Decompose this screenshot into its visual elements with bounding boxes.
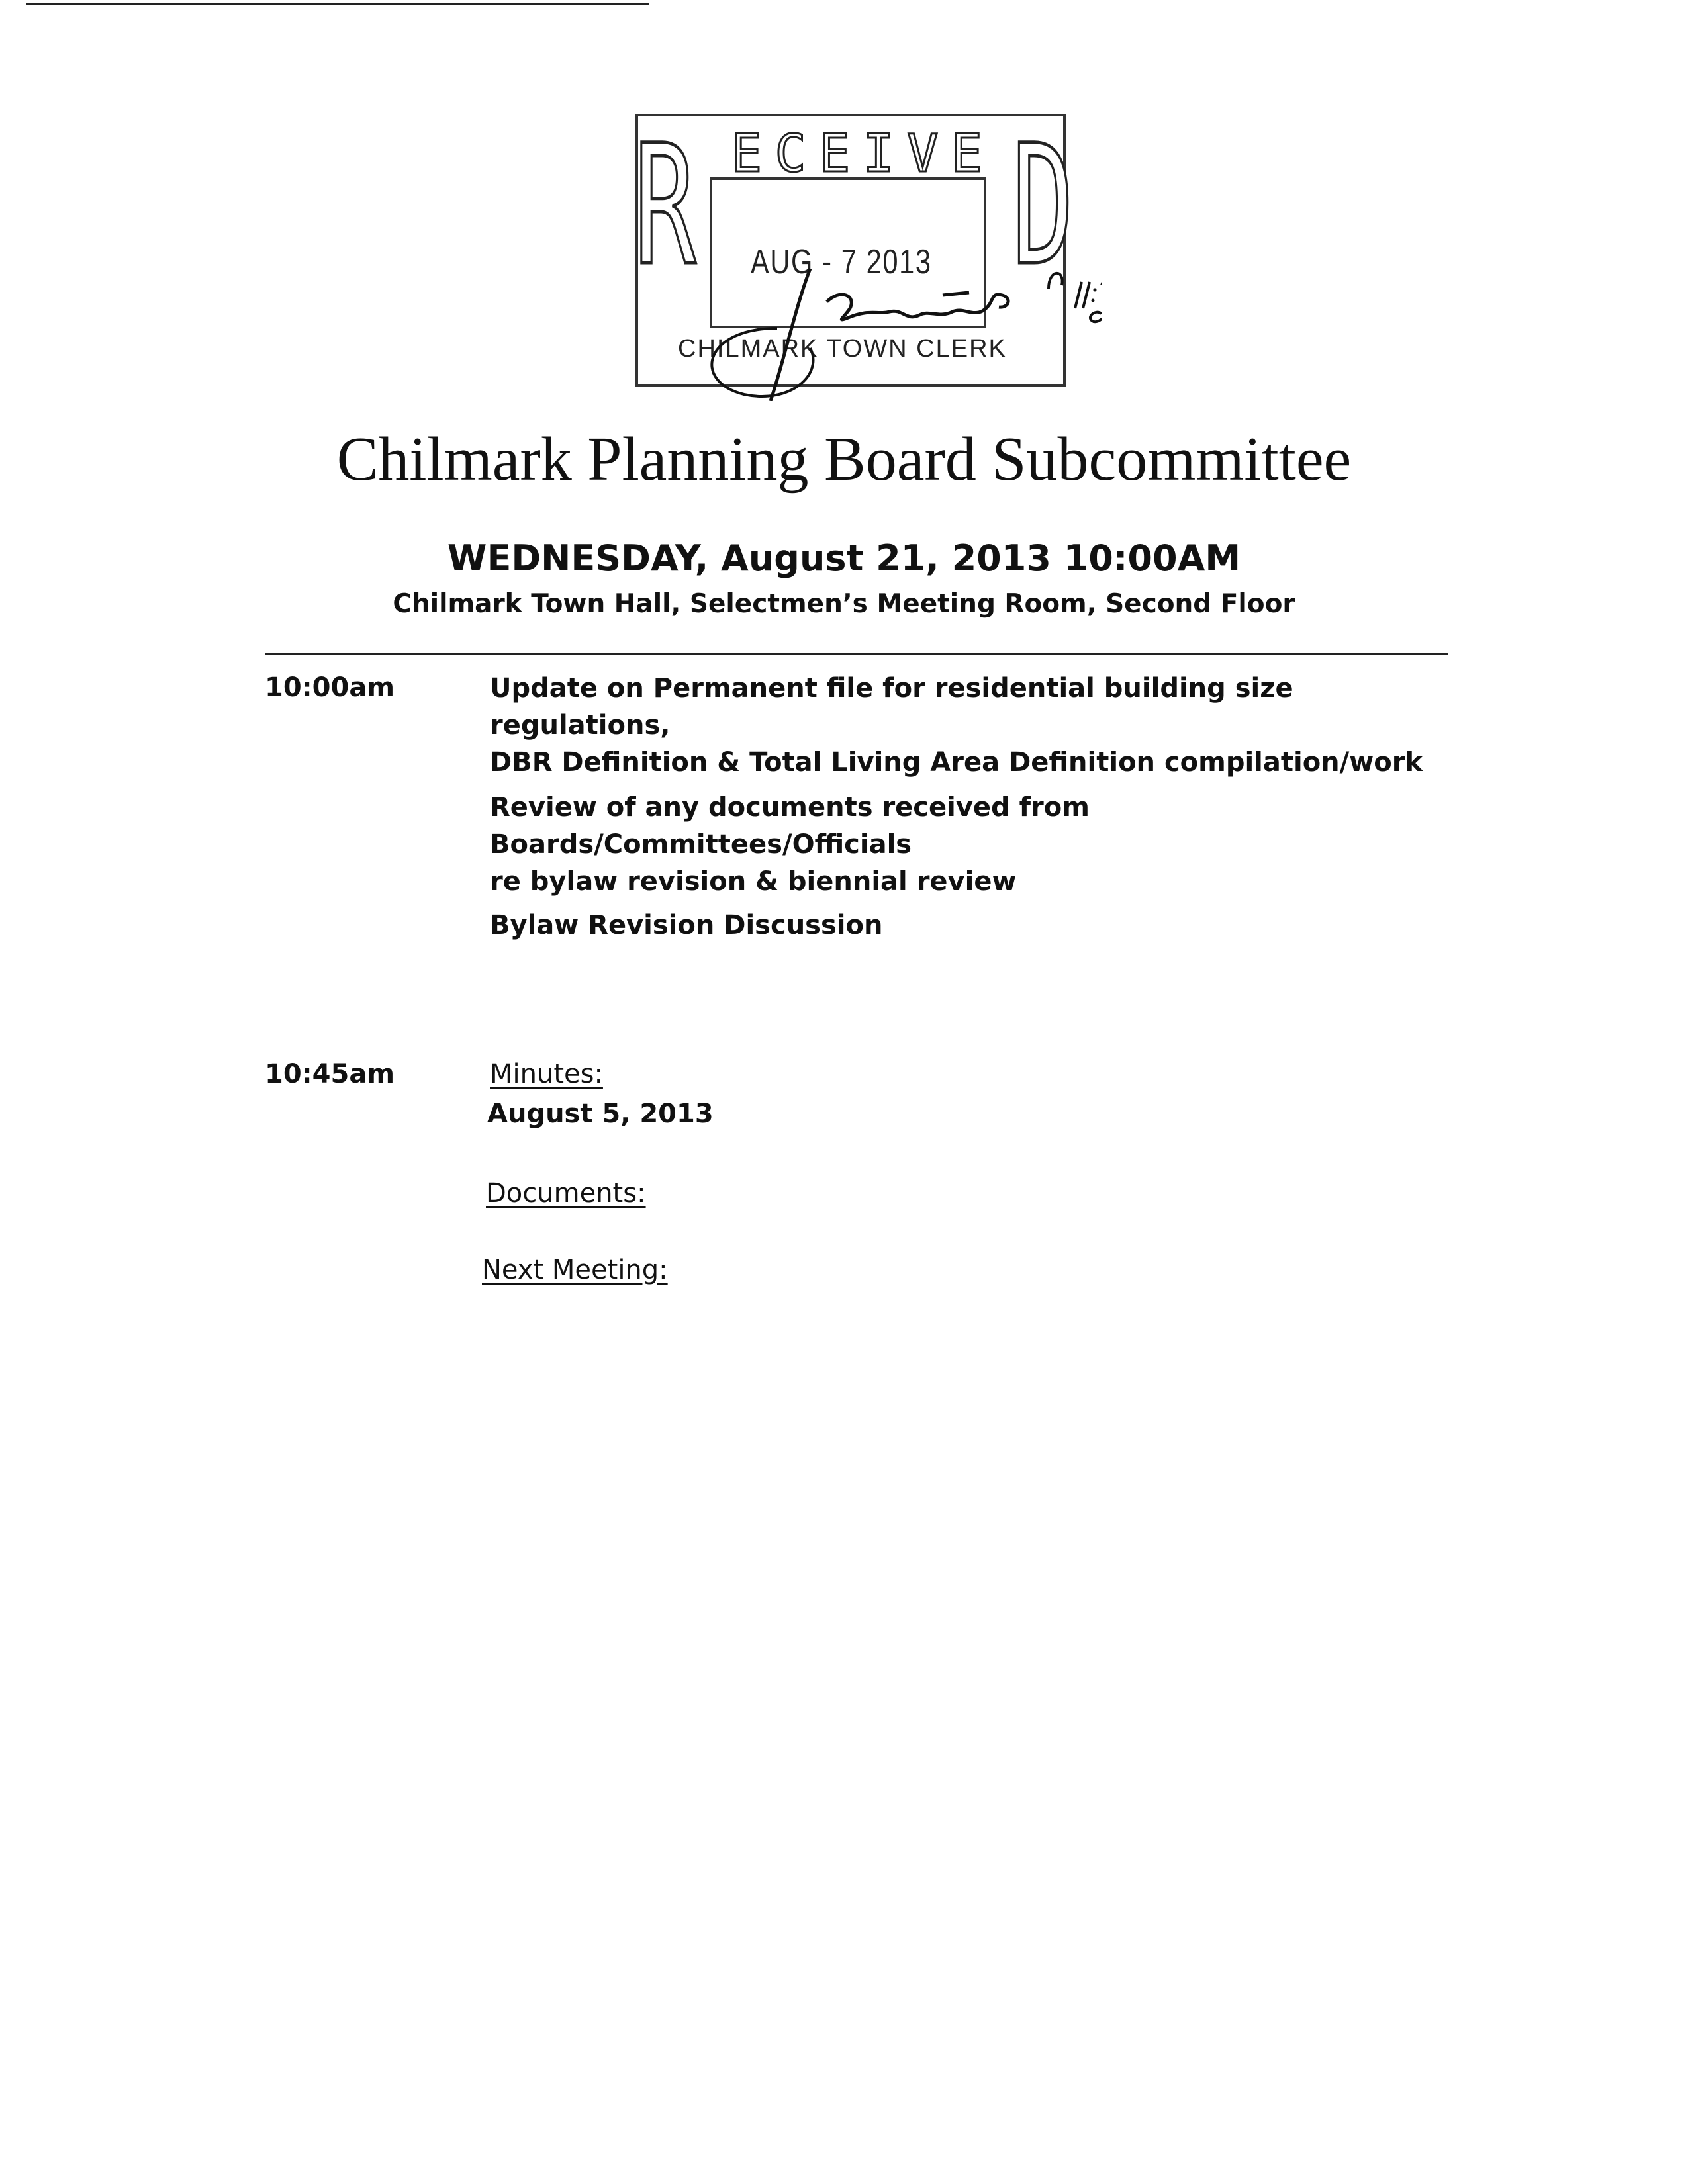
agenda-time-2: 10:45am	[265, 1059, 395, 1089]
stamp-letter: C	[774, 124, 806, 184]
meeting-location: Chilmark Town Hall, Selectmen’s Meeting Room, Second Floor	[393, 589, 1295, 619]
stamp-letter: E	[731, 124, 762, 184]
stamp-date: AUG - 7 2013	[751, 243, 932, 281]
meeting-date-time: WEDNESDAY, August 21, 2013 10:00AM	[447, 537, 1241, 579]
stamp-letter: E	[819, 124, 851, 184]
agenda-item: Review of any documents received from Boards/Committees/Officials re bylaw revision & biennial review	[490, 792, 1090, 897]
agenda-time-1: 10:00am	[265, 672, 395, 703]
stamp-letter: V	[907, 124, 939, 184]
stamp-letter: E	[951, 124, 982, 184]
stamp-letter-r: R	[634, 109, 696, 302]
next-meeting-label: Next Meeting:	[482, 1255, 668, 1285]
agenda-item: Update on Permanent file for residential building size regulations, DBR Definition & Total Living Area Definition compilation/work	[490, 673, 1423, 778]
handwritten-signature	[678, 229, 1102, 401]
minutes-date: August 5, 2013	[487, 1099, 714, 1129]
page-title: Chilmark Planning Board Subcommittee	[336, 425, 1352, 494]
stamp-office: CHILMARK TOWN CLERK	[678, 335, 1007, 363]
stamp-letter-d: D	[1012, 109, 1074, 302]
stamp-letter: I	[863, 124, 894, 184]
stamp-top-letters	[731, 124, 982, 184]
agenda-item: Bylaw Revision Discussion	[490, 910, 883, 940]
minutes-label: Minutes:	[490, 1059, 603, 1089]
documents-label: Documents:	[486, 1178, 646, 1208]
top-edge-rule	[26, 3, 649, 5]
header-divider	[265, 653, 1448, 655]
received-stamp	[634, 109, 1074, 387]
